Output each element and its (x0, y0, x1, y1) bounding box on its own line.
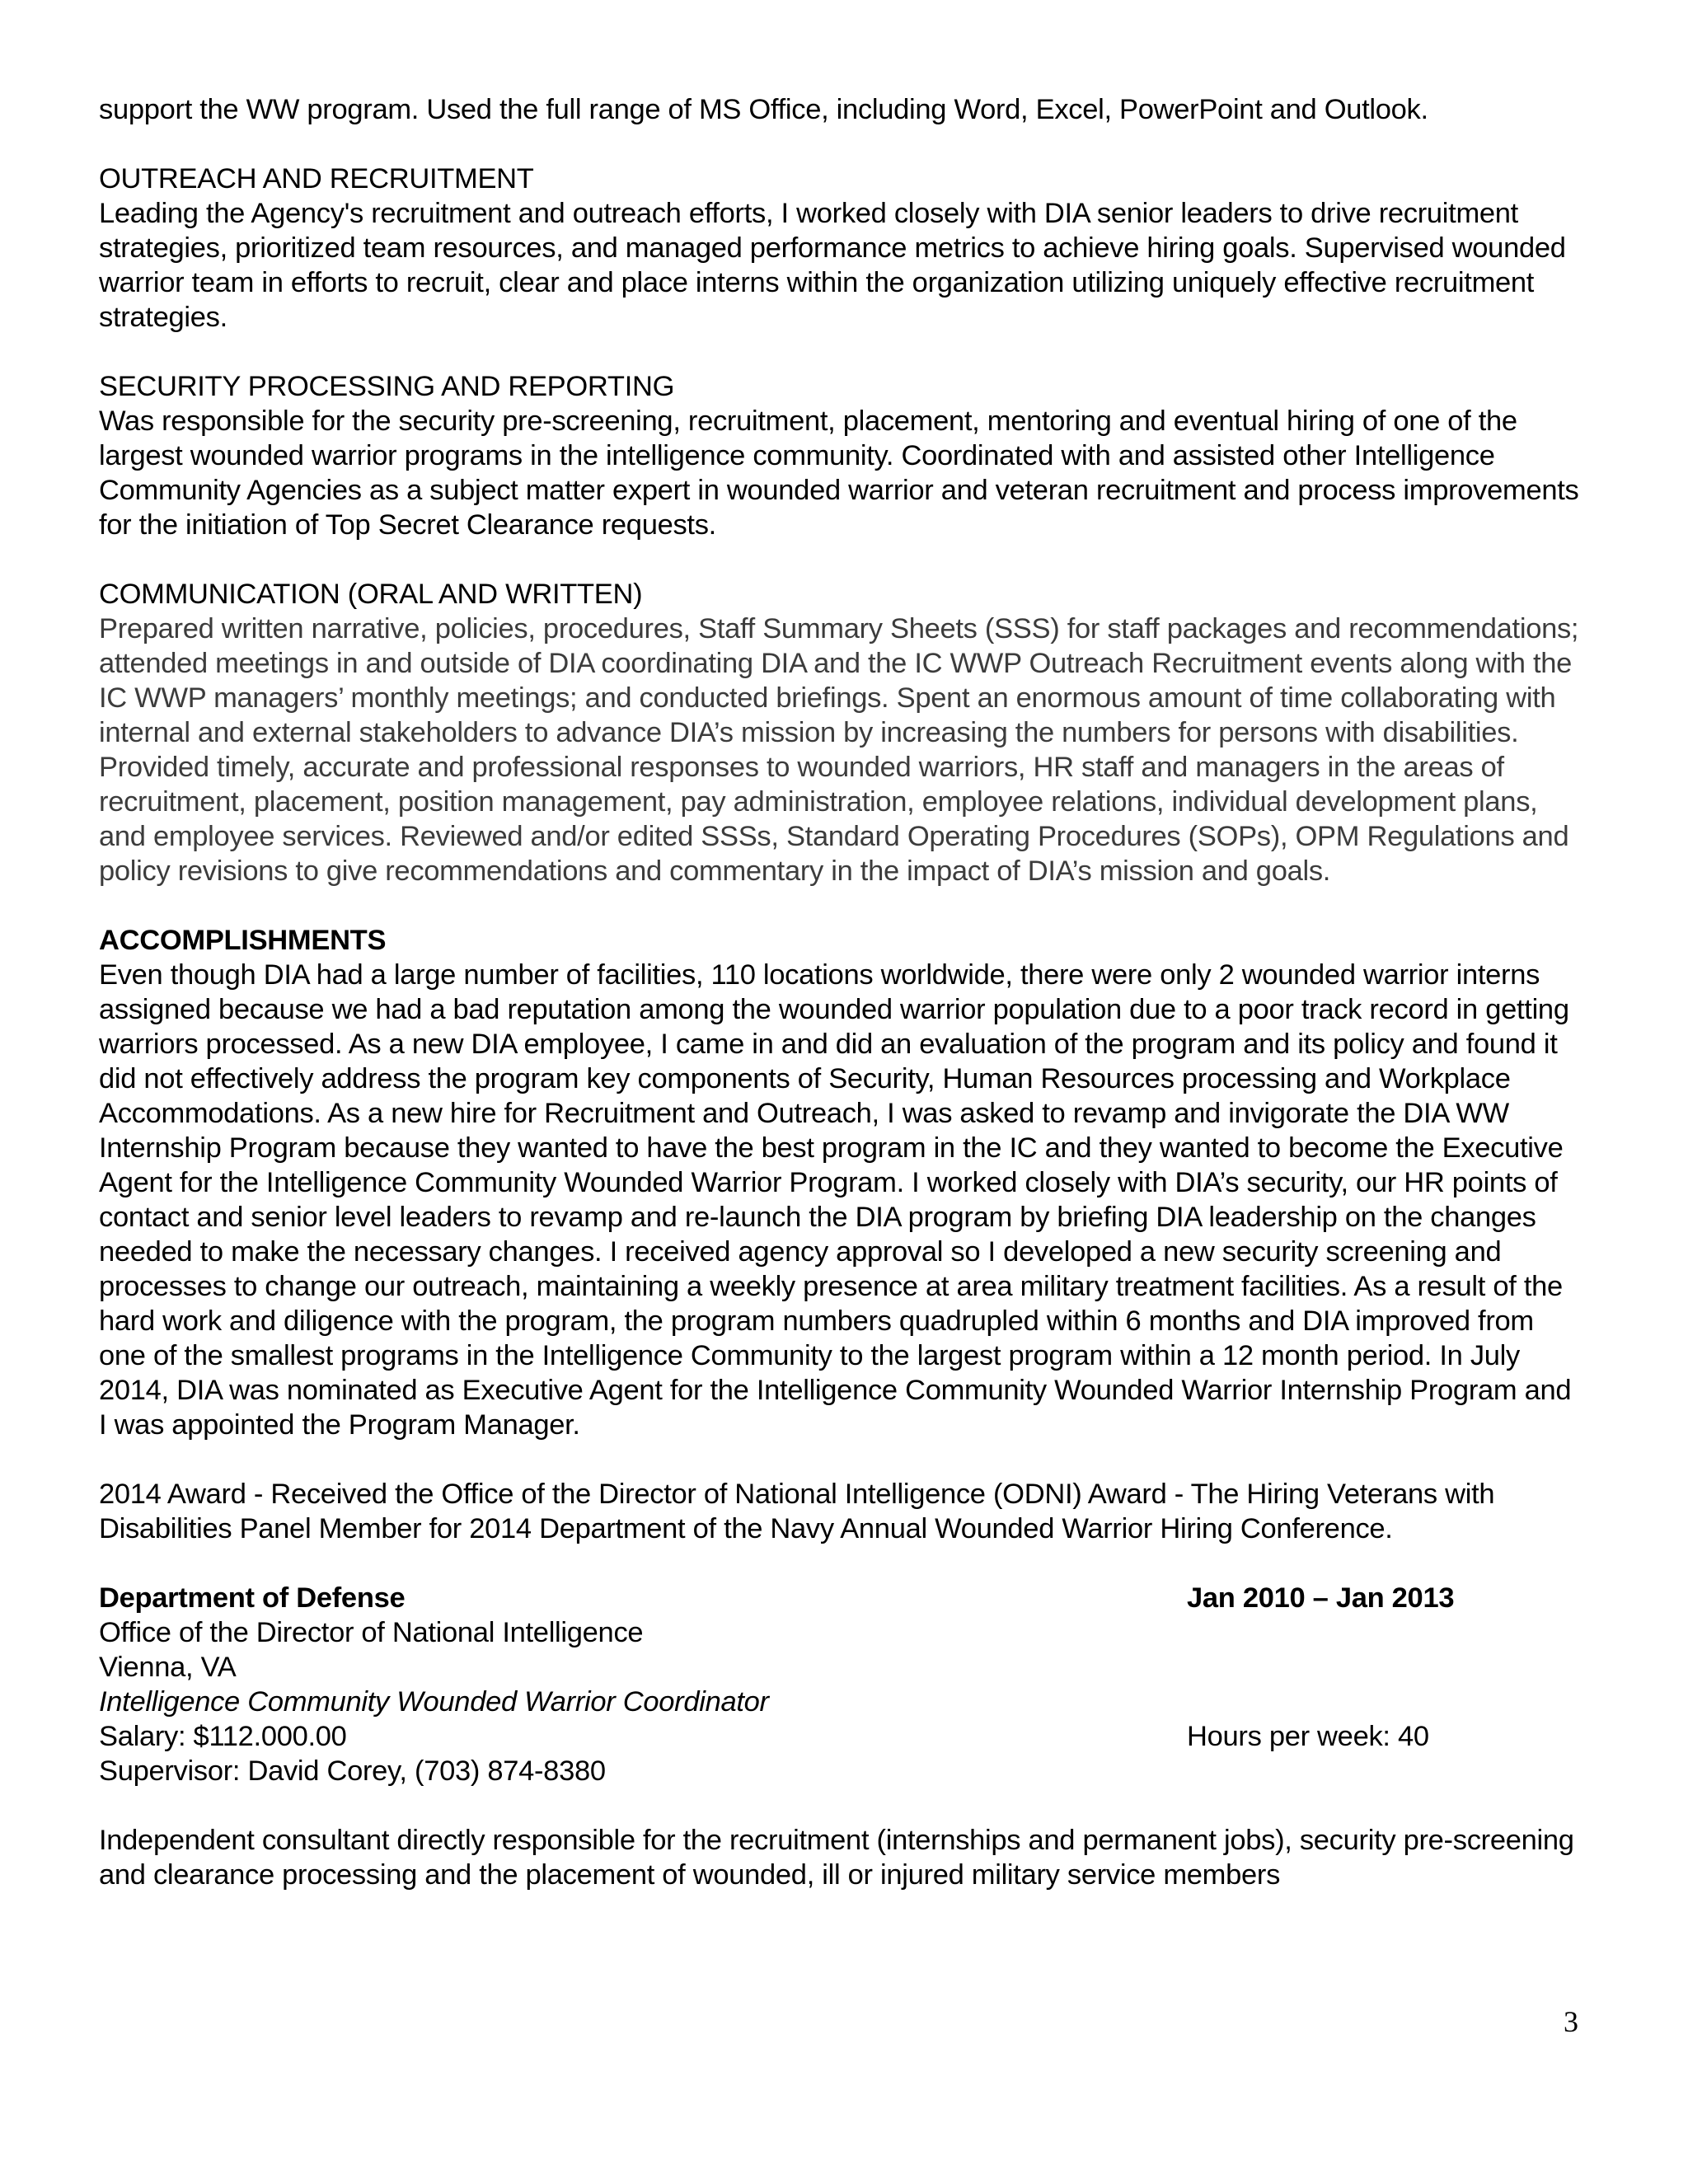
outreach-heading: OUTREACH AND RECRUITMENT (99, 163, 534, 194)
communication-section (99, 577, 1582, 888)
award-text: 2014 Award - Received the Office of the Director of National Intelligence (ODNI) Award - The Hiring Veterans with Disabilities Panel Member for 2014 Department of the Navy Annual Wounded Warrior Hiring Conference. (99, 1479, 1495, 1544)
security-heading: SECURITY PROCESSING AND REPORTING (99, 371, 675, 402)
page-number: 3 (1564, 2005, 1578, 2038)
communication-heading: COMMUNICATION (ORAL AND WRITTEN) (99, 579, 643, 610)
job-description: Independent consultant directly responsible for the recruitment (internships and permanent jobs), security pre-screening and clearance processing and the placement of wounded, ill or injured military service members (99, 1825, 1574, 1891)
job-employer: Department of Defense (99, 1582, 406, 1614)
accomplishments-heading: ACCOMPLISHMENTS (99, 925, 387, 956)
intro-line: support the WW program. Used the full range of MS Office, including Word, Excel, PowerPoint and Outlook. (99, 94, 1428, 125)
job-section (99, 1581, 1582, 1788)
outreach-body: Leading the Agency's recruitment and outreach efforts, I worked closely with DIA senior leaders to drive recruitment strategies, prioritized team resources, and managed performance metrics to achieve hiring goals. Supervised wounded warrior team in efforts to recruit, clear and place interns within the organization utilizing uniquely effective recruitment strategies. (99, 198, 1566, 333)
accomplishments-body: Even though DIA had a large number of facilities, 110 locations worldwide, there were only 2 wounded warrior interns assigned because we had a bad reputation among the wounded warrior population due to a poor track record in getting warriors processed. As a new DIA employee, I came in and did an evaluation of the program and its policy and found it did not effectively address the program key components of Security, Human Resources processing and Workplace Accommodations. As a new hire for Recruitment and Outreach, I was asked to revamp and invigorate the DIA WW Internship Program because they wanted to have the best program in the IC and they wanted to become the Executive Agent for the Intelligence Community Wounded Warrior Program. I worked closely with DIA’s security, our HR points of contact and senior level leaders to revamp and re-launch the DIA program by briefing DIA leadership on the changes needed to make the necessary changes. I received agency approval so I developed a new security screening and processes to change our outreach, maintaining a weekly presence at area military treatment facilities. As a result of the hard work and diligence with the program, the program numbers quadrupled within 6 months and DIA improved from one of the smallest programs in the Intelligence Community to the largest program within a 12 month period. In July 2014, DIA was nominated as Executive Agent for the Intelligence Community Wounded Warrior Internship Program and I was appointed the Program Manager. (99, 959, 1572, 1441)
intro-section (99, 92, 1582, 127)
job-supervisor: Supervisor: David Corey, (703) 874-8380 (99, 1755, 606, 1787)
job-office: Office of the Director of National Intelligence (99, 1617, 644, 1648)
security-section (99, 369, 1582, 542)
job-header (99, 1581, 1582, 1615)
security-body: Was responsible for the security pre-screening, recruitment, placement, mentoring and eventual hiring of one of the largest wounded warrior programs in the intelligence community. Coordinated with and assisted other Intelligence Community Agencies as a subject matter expert in wounded warrior and veteran recruitment and process improvements for the initiation of Top Secret Clearance requests. (99, 405, 1579, 541)
job-description-section (99, 1823, 1582, 1892)
award-section (99, 1477, 1582, 1546)
job-title-row (99, 1685, 1582, 1719)
job-salary-row (99, 1719, 1582, 1754)
job-location-row (99, 1650, 1582, 1685)
job-title: Intelligence Community Wounded Warrior Coordinator (99, 1686, 769, 1718)
accomplishments-section (99, 923, 1582, 1442)
resume-page (99, 92, 1582, 1892)
job-dates: Jan 2010 – Jan 2013 (1187, 1582, 1455, 1614)
job-hours: Hours per week: 40 (1187, 1721, 1429, 1752)
communication-body: Prepared written narrative, policies, procedures, Staff Summary Sheets (SSS) for staff packages and recommendations; attended meetings in and outside of DIA coordinating DIA and the IC WWP Outreach Recruitment events along with the IC WWP managers’ monthly meetings; and conducted briefings. Spent an enormous amount of time collaborating with internal and external stakeholders to advance DIA’s mission by increasing the numbers for persons with disabilities. Provided timely, accurate and professional responses to wounded warriors, HR staff and managers in the areas of recruitment, placement, position management, pay administration, employee relations, individual development plans, and employee services. Reviewed and/or edited SSSs, Standard Operating Procedures (SOPs), OPM Regulations and policy revisions to give recommendations and commentary in the impact of DIA’s mission and goals. (99, 613, 1579, 887)
job-salary: Salary: $112.000.00 (99, 1721, 347, 1752)
outreach-section (99, 162, 1582, 335)
job-location: Vienna, VA (99, 1652, 237, 1683)
job-supervisor-row (99, 1754, 1582, 1788)
job-office-row (99, 1615, 1582, 1650)
